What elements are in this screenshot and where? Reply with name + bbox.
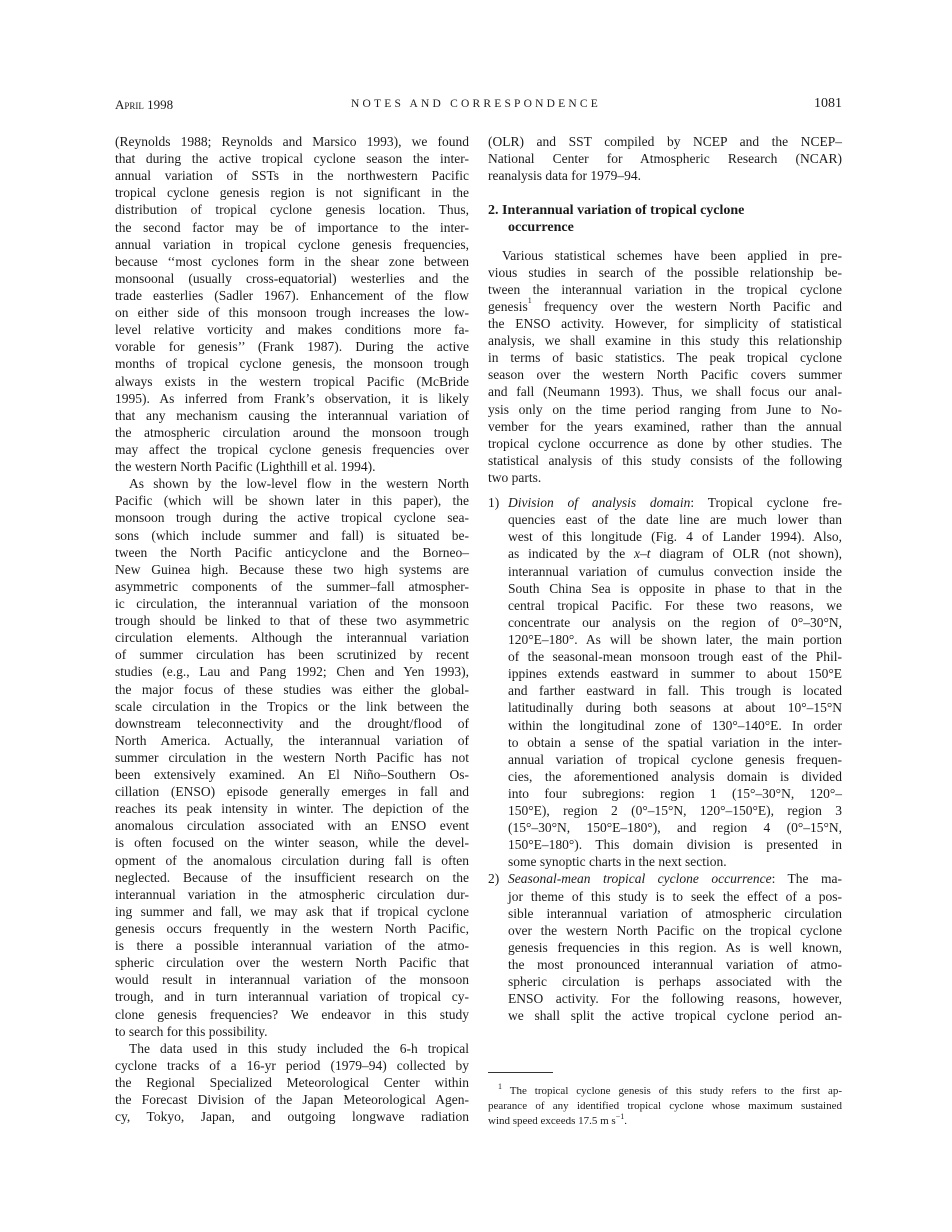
text-line: cillation (ENSO) episode generally emerges in fall and bbox=[115, 784, 469, 800]
text-line: within the longitudinal zone of 130°–140°E. In order bbox=[508, 717, 842, 733]
text-line: neglected. Because of the insufficient research on the bbox=[115, 869, 469, 885]
text-line: ic circulation, the interannual variation of the monsoon bbox=[115, 595, 469, 611]
text-line: summer circulation in the western North Pacific has not bbox=[115, 749, 469, 765]
text-segment: Seasonal-mean tropical cyclone occurrence bbox=[508, 871, 772, 887]
text-line: tropical cyclone genesis region is not significant in the bbox=[115, 185, 469, 201]
text-line: genesis frequencies in this region. As is well known, bbox=[508, 939, 842, 955]
text-line: anomalous circulation associated with an ENSO event bbox=[115, 818, 469, 834]
text-line: been extensively examined. An El Niño–Southern Os- bbox=[115, 767, 469, 783]
text-segment: : The ma- bbox=[771, 871, 842, 887]
text-segment: wind speed exceeds 17.5 m s bbox=[488, 1115, 616, 1127]
text-line: 150°E), region 2 (0°–15°N, 120°–150°E), region 3 bbox=[508, 803, 842, 819]
text-line: (OLR) and SST compiled by NCEP and the NCEP– bbox=[488, 134, 842, 149]
text-segment: x–t bbox=[634, 546, 651, 562]
text-line: ing summer and fall, we may ask that if tropical cyclone bbox=[115, 903, 469, 919]
text-line: that any mechanism causing the interannual variation of bbox=[115, 407, 469, 423]
text-line: scale circulation in the Tropics or the link between the bbox=[115, 698, 469, 714]
text-segment: The tropical cyclone genesis of this study refers to the first ap- bbox=[502, 1085, 842, 1097]
text-line: the most pronounced interannual variation of atmo- bbox=[508, 957, 842, 973]
running-head-title: NOTES AND CORRESPONDENCE bbox=[351, 98, 601, 110]
text-line: to search for this possibility. bbox=[115, 1023, 268, 1039]
paragraph bbox=[115, 1040, 469, 1126]
text-line: of summer circulation has been scrutinized by recent bbox=[115, 647, 469, 663]
paragraph bbox=[115, 133, 469, 475]
text-line: and farther eastward in fall. This trough is located bbox=[508, 683, 842, 699]
text-line: vorable for genesis’’ (Frank 1987). During the active bbox=[115, 339, 469, 355]
text-line: analysis, we shall examine in this study this relationship bbox=[488, 333, 842, 349]
text-line: the second factor may be of importance to the inter- bbox=[115, 219, 469, 235]
text-line: National Center for Atmospheric Research (NCAR) bbox=[488, 151, 842, 167]
text-line bbox=[488, 1114, 842, 1129]
text-line bbox=[488, 870, 842, 887]
text-line: 120°E–180°. As will be shown later, the main portion bbox=[508, 631, 842, 647]
text-line: reaches its peak intensity in winter. The depiction of the bbox=[115, 801, 469, 817]
text-line: is often focused on the winter season, while the devel- bbox=[115, 835, 469, 851]
text-segment: diagram of OLR (not shown), bbox=[650, 546, 842, 562]
text-line: Pacific (which will be shown later in this paper), the bbox=[115, 493, 469, 509]
paragraph bbox=[115, 475, 469, 1040]
text-line: season over the western North Pacific covers summer bbox=[488, 367, 842, 383]
text-line bbox=[488, 494, 842, 511]
text-line: is there a possible interannual variation of the atmo- bbox=[115, 938, 469, 954]
text-line: west of this longitude (Fig. 4 of Lander 1994). Also, bbox=[508, 529, 842, 545]
text-line: interannual variation of cumulus convection inside the bbox=[508, 563, 842, 579]
text-line: The data used in this study included the 6-h tropical bbox=[129, 1040, 469, 1056]
text-line bbox=[488, 1084, 842, 1099]
text-line: jor theme of this study is to seek the effect of a pos- bbox=[508, 888, 842, 904]
text-line: 1995). As inferred from Frank’s observation, it is likely bbox=[115, 390, 469, 406]
text-line: interannual variation in the atmospheric circulation dur- bbox=[115, 886, 469, 902]
text-line: asymmetric components of the summer–fall atmospher- bbox=[115, 578, 469, 594]
text-line: latitudinally during both seasons at about 10°–15°N bbox=[508, 700, 842, 716]
left-column bbox=[115, 133, 469, 1125]
numbered-list bbox=[488, 494, 842, 1024]
text-segment: : Tropical cyclone fre- bbox=[690, 495, 842, 511]
text-line: cy, Tokyo, Japan, and outgoing longwave radiation bbox=[115, 1109, 469, 1125]
text-line: cies, the aforementioned analysis domain is divided bbox=[508, 768, 842, 784]
text-line: on either side of this monsoon trough increases the low- bbox=[115, 305, 469, 321]
text-line: distribution of tropical cyclone genesis location. Thus, bbox=[115, 202, 469, 218]
text-line: 2. Interannual variation of tropical cyclone bbox=[488, 203, 745, 219]
text-line: tween the North Pacific anticyclone and the Borneo– bbox=[115, 544, 469, 560]
text-line: (15°–30°N, 150°E–180°), and region 4 (0°–15°N, bbox=[508, 820, 842, 836]
text-line: studies (e.g., Lau and Pang 1992; Chen and Yen 1993), bbox=[115, 664, 469, 680]
list-item bbox=[488, 494, 842, 870]
text-line: into four subregions: region 1 (15°–30°N, 120°– bbox=[508, 785, 842, 801]
text-line: of the seasonal-mean monsoon trough east of the Phil- bbox=[508, 649, 842, 665]
text-line: in terms of basic statistics. The peak tropical cyclone bbox=[488, 350, 842, 366]
text-line: sons (which include summer and fall) is situated be- bbox=[115, 527, 469, 543]
text-line: annual variation in tropical cyclone genesis frequencies, bbox=[115, 236, 469, 252]
text-line: pearance of any identified tropical cyclone whose maximum sustained bbox=[488, 1100, 842, 1112]
text-line: level relative vorticity and makes conditions more fa- bbox=[115, 322, 469, 338]
text-line: circulation elements. Although the interannual variation bbox=[115, 630, 469, 646]
footnote bbox=[488, 1084, 842, 1129]
text-line: would result in interannual variation of the monsoon bbox=[115, 972, 469, 988]
text-segment: as indicated by the bbox=[508, 546, 635, 562]
text-line: Various statistical schemes have been applied in pre- bbox=[502, 247, 842, 263]
text-line: months of tropical cyclone genesis, the monsoon trough bbox=[115, 356, 469, 372]
text-segment: frequency over the western North Pacific and bbox=[531, 298, 842, 314]
text-line: because ‘‘most cyclones form in the shear zone between bbox=[115, 253, 469, 269]
text-line: clone genesis frequencies? We endeavor in this study bbox=[115, 1006, 469, 1022]
text-line: we shall split the active tropical cyclone period an- bbox=[508, 1008, 842, 1024]
text-line: central tropical Pacific. For these two reasons, we bbox=[508, 597, 842, 613]
text-line: sible interannual variation of atmospheric circulation bbox=[508, 905, 842, 921]
footnote-rule bbox=[488, 1072, 553, 1073]
list-number: 2) bbox=[488, 871, 500, 887]
text-line bbox=[488, 545, 842, 562]
text-line: (Reynolds 1988; Reynolds and Marsico 1993), we found bbox=[115, 134, 469, 149]
text-line: trade easterlies (Sadler 1967). Enhancement of the flow bbox=[115, 287, 469, 303]
text-segment: Division of analysis domain bbox=[508, 495, 691, 511]
text-line: ysis only on the time period ranging from June to No- bbox=[488, 401, 842, 417]
text-line: ippines extends eastward in summer to about 150°E bbox=[508, 666, 842, 682]
text-line: South China Sea is opposite in phase to that in the bbox=[508, 580, 842, 596]
text-line: two parts. bbox=[488, 469, 542, 485]
page-number: 1081 bbox=[814, 96, 842, 111]
text-line: monsoon trough during the active tropical cyclone sea- bbox=[115, 510, 469, 526]
text-line: trough, and in turn interannual variation of tropical cy- bbox=[115, 989, 469, 1005]
text-line: the Regional Specialized Meteorological Center within bbox=[115, 1075, 469, 1091]
text-line: and fall (Neumann 1993). Thus, we shall focus our anal- bbox=[488, 384, 842, 400]
right-column bbox=[488, 133, 842, 1024]
text-line: the ENSO activity. However, for simplicity of statistical bbox=[488, 315, 842, 331]
superscript: −1 bbox=[615, 1112, 625, 1121]
text-line: reanalysis data for 1979–94. bbox=[488, 168, 641, 184]
text-line: concentrate our analysis on the region of 0°–30°N, bbox=[508, 614, 842, 630]
text-line: ENSO activity. For the following reasons, however, bbox=[508, 991, 842, 1007]
text-segment: genesis bbox=[488, 298, 528, 314]
text-segment: . bbox=[624, 1115, 627, 1127]
text-line: North America. Actually, the interannual variation of bbox=[115, 732, 469, 748]
text-line: quencies east of the date line are much lower than bbox=[508, 512, 842, 528]
text-line: 150°E–180°). This domain division is presented in bbox=[508, 837, 842, 853]
text-line: over the western North Pacific on the tropical cyclone bbox=[508, 922, 842, 938]
text-line: the Forecast Division of the Japan Meteorological Agen- bbox=[115, 1092, 469, 1108]
text-line: the atmospheric circulation around the monsoon trough bbox=[115, 424, 469, 440]
text-line: always exists in the western tropical Pacific (McBride bbox=[115, 373, 469, 389]
superscript: 1 bbox=[527, 295, 532, 305]
running-head-date: April 1998 bbox=[115, 97, 174, 112]
text-line: tropical cyclone occurrence as done by other studies. The bbox=[488, 435, 842, 451]
text-line: annual variation of tropical cyclone genesis frequen- bbox=[508, 751, 842, 767]
text-line: statistical analysis of this study consists of the following bbox=[488, 452, 842, 468]
text-line: cyclone tracks of a 16-yr period (1979–94) collected by bbox=[115, 1057, 469, 1073]
text-line: to obtain a sense of the spatial variation in the inter- bbox=[508, 734, 842, 750]
text-line: annual variation of SSTs in the northwestern Pacific bbox=[115, 168, 469, 184]
text-line: genesis occurs frequently in the western North Pacific, bbox=[115, 921, 469, 937]
superscript: 1 bbox=[498, 1082, 502, 1091]
intro-continuation bbox=[488, 133, 842, 184]
list-item bbox=[488, 870, 842, 1024]
list-number: 1) bbox=[488, 495, 500, 511]
text-line: spheric circulation is perhaps associated with the bbox=[508, 974, 842, 990]
text-line: the major focus of these studies was either the global- bbox=[115, 681, 469, 697]
text-line: tween the interannual variation in the tropical cyclone bbox=[488, 281, 842, 297]
section-heading bbox=[488, 202, 842, 236]
text-line: the western North Pacific (Lighthill et al. 1994). bbox=[115, 459, 376, 475]
text-line: that during the active tropical cyclone season the inter- bbox=[115, 151, 469, 167]
text-line: vember for the years examined, rather than the annual bbox=[488, 418, 842, 434]
text-line: some synoptic charts in the next section. bbox=[508, 854, 727, 870]
text-line: New Guinea high. Because these two high systems are bbox=[115, 561, 469, 577]
text-line: opment of the anomalous circulation during fall is often bbox=[115, 852, 469, 868]
text-line: occurrence bbox=[508, 220, 574, 236]
text-line: vious studies in search of the possible relationship be- bbox=[488, 264, 842, 280]
text-line: spheric circulation over the western North Pacific that bbox=[115, 955, 469, 971]
section-paragraph bbox=[488, 247, 842, 487]
text-line: may affect the tropical cyclone genesis frequencies over bbox=[115, 441, 469, 457]
text-line: As shown by the low-level flow in the western North bbox=[129, 476, 469, 492]
text-line: downstream teleconnectivity and the drought/flood of bbox=[115, 715, 469, 731]
text-line: monsoonal (usually cross-equatorial) westerlies and the bbox=[115, 270, 469, 286]
text-line bbox=[488, 295, 842, 315]
text-line: trough should be linked to that of these two asymmetric bbox=[115, 613, 469, 629]
